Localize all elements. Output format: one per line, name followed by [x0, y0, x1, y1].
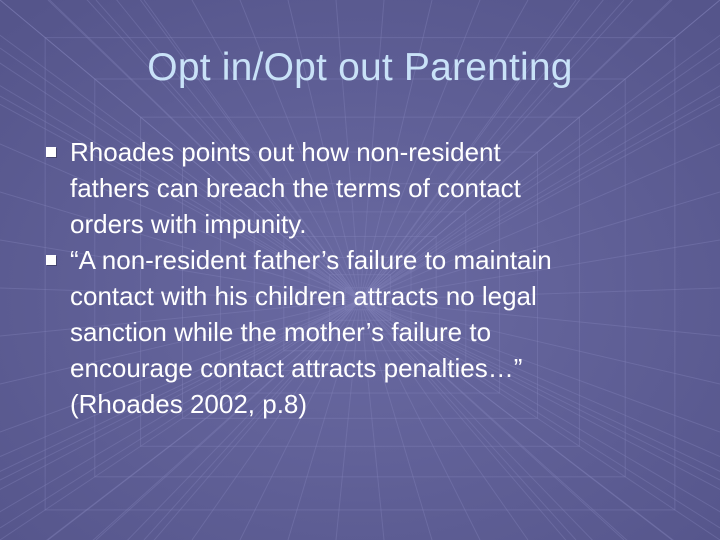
bullet-item: [46, 134, 686, 242]
bullet-text: “A non-resident father’s failure to maintain contact with his children attracts no legal sanction while the mother’s failure to encourage contact attracts penalties…” (Rhoades 2002, p.8): [70, 245, 552, 419]
bullet-list: [46, 134, 686, 422]
slide-title: Opt in/Opt out Parenting: [147, 46, 573, 89]
square-bullet-icon: [46, 255, 56, 265]
bullet-item: [46, 242, 686, 422]
bullet-text: Rhoades points out how non-resident fathers can breach the terms of contact orders with impunity.: [70, 137, 521, 239]
square-bullet-icon: [46, 147, 56, 157]
